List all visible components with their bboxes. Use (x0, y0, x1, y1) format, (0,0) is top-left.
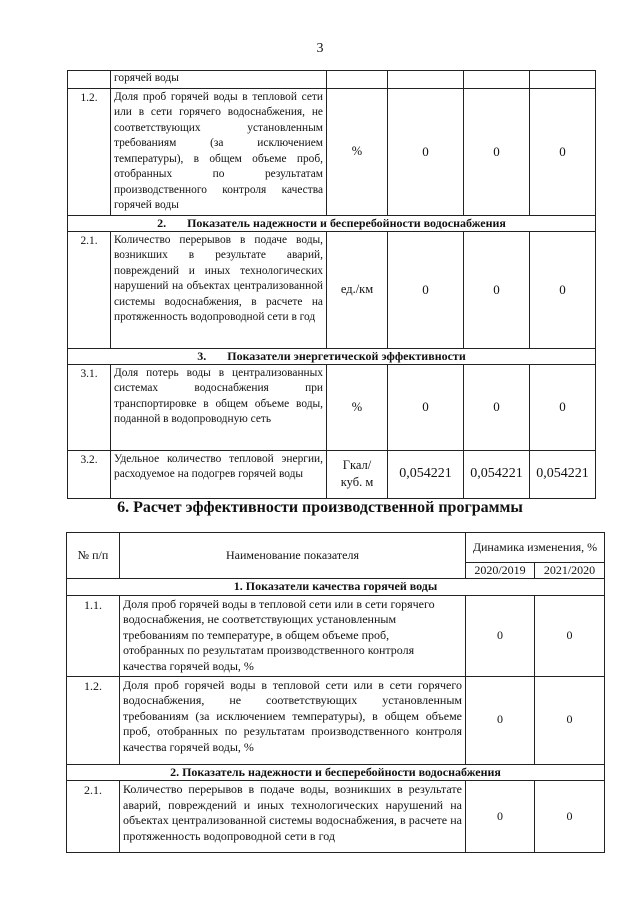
table-row (68, 71, 596, 89)
value-cell: 0,054221 (388, 450, 464, 498)
header-year: 2021/2020 (535, 563, 605, 579)
value-cell: 0 (535, 781, 605, 853)
value-cell: 0 (388, 88, 464, 215)
row-number: 1.2. (68, 88, 111, 215)
row-number: 1.1. (67, 595, 120, 676)
unit-cell: ед./км (327, 231, 388, 348)
unit-cell (327, 450, 388, 498)
efficiency-table (66, 532, 605, 853)
section-title: 1. Показатели качества горячей воды (67, 579, 605, 596)
table-row (67, 781, 605, 853)
table-row (67, 676, 605, 764)
indicator-name: Количество перерывов в подаче воды, возникших в результате аварий, повреждений и иных технологических нарушений на объектах централизованной системы водоснабжения, в расчете на протяженность водопроводной сети в год (111, 231, 327, 348)
header-year: 2020/2019 (466, 563, 535, 579)
value-cell: 0 (464, 231, 530, 348)
value-cell: 0 (535, 676, 605, 764)
unit-line: Гкал/ (342, 458, 372, 472)
value-cell: 0 (466, 595, 535, 676)
indicator-name: Доля проб горячей воды в тепловой сети или в сети горячего водоснабжения, не соответствующих установленным требованиям (за исключением температуры), в общем объеме проб, отобранных по результатам производственного контроля качества горячей воды, % (120, 676, 466, 764)
value-cell: 0 (535, 595, 605, 676)
header-name: Наименование показателя (120, 533, 466, 579)
section-title: Показатели энергетической эффективности (227, 348, 466, 363)
row-number: 2.1. (67, 781, 120, 853)
section-title: Показатель надежности и бесперебойности водоснабжения (187, 215, 506, 230)
section-heading: 6. Расчет эффективности производственной программы (117, 499, 523, 516)
table-row (68, 450, 596, 498)
row-number: 3.2. (68, 450, 111, 498)
row-number: 1.2. (67, 676, 120, 764)
unit-line: куб. м (340, 475, 374, 489)
section-number: 2. (157, 215, 167, 230)
indicator-name: Доля проб горячей воды в тепловой сети или в сети горячего водоснабжения, не соответствующих установленным требованиям (за исключением температуры), в общем объеме проб, отобранных по результатам производственного контроля качества горячей воды (111, 88, 327, 215)
value-cell: 0 (530, 364, 596, 450)
value-cell: 0 (388, 364, 464, 450)
header-row (67, 533, 605, 563)
section-row (68, 215, 596, 231)
section-number: 3. (197, 348, 207, 363)
section-row (68, 348, 596, 364)
section-title: 2. Показатель надежности и бесперебойности водоснабжения (67, 764, 605, 781)
value-cell: 0 (464, 88, 530, 215)
value-cell: 0,054221 (530, 450, 596, 498)
table-row (67, 595, 605, 676)
section-row (67, 579, 605, 596)
value-cell: 0 (388, 231, 464, 348)
header-num: № п/п (67, 533, 120, 579)
table-row (68, 88, 596, 215)
indicators-table-continued (67, 70, 596, 499)
value-cell: 0 (466, 676, 535, 764)
unit-cell: % (327, 364, 388, 450)
value-cell: 0,054221 (464, 450, 530, 498)
value-cell: 0 (530, 88, 596, 215)
section-row (67, 764, 605, 781)
table-row (68, 364, 596, 450)
value-cell: 0 (464, 364, 530, 450)
indicator-name: Количество перерывов в подаче воды, возникших в результате аварий, повреждений и иных технологических нарушений на объектах централизованной системы водоснабжения, в расчете на протяженность водопроводной сети в год (120, 781, 466, 853)
indicator-name: Доля потерь воды в централизованных системах водоснабжения при транспортировке в общем объеме воды, поданной в водопроводную сеть (111, 364, 327, 450)
table-row (68, 231, 596, 348)
unit-cell: % (327, 88, 388, 215)
row-number: 3.1. (68, 364, 111, 450)
indicator-name: горячей воды (111, 71, 327, 89)
header-dynamics: Динамика изменения, % (466, 533, 605, 563)
value-cell: 0 (530, 231, 596, 348)
indicator-name: Доля проб горячей воды в тепловой сети или в сети горячего водоснабжения, не соответствующих установленным требованиям по температуре, в общем объеме проб, отобранных по результатам производственного контроля качества горячей воды, % (120, 595, 466, 676)
indicator-name: Удельное количество тепловой энергии, расходуемое на подогрев горячей воды (111, 450, 327, 498)
row-number: 2.1. (68, 231, 111, 348)
value-cell: 0 (466, 781, 535, 853)
page-number: 3 (316, 41, 324, 56)
